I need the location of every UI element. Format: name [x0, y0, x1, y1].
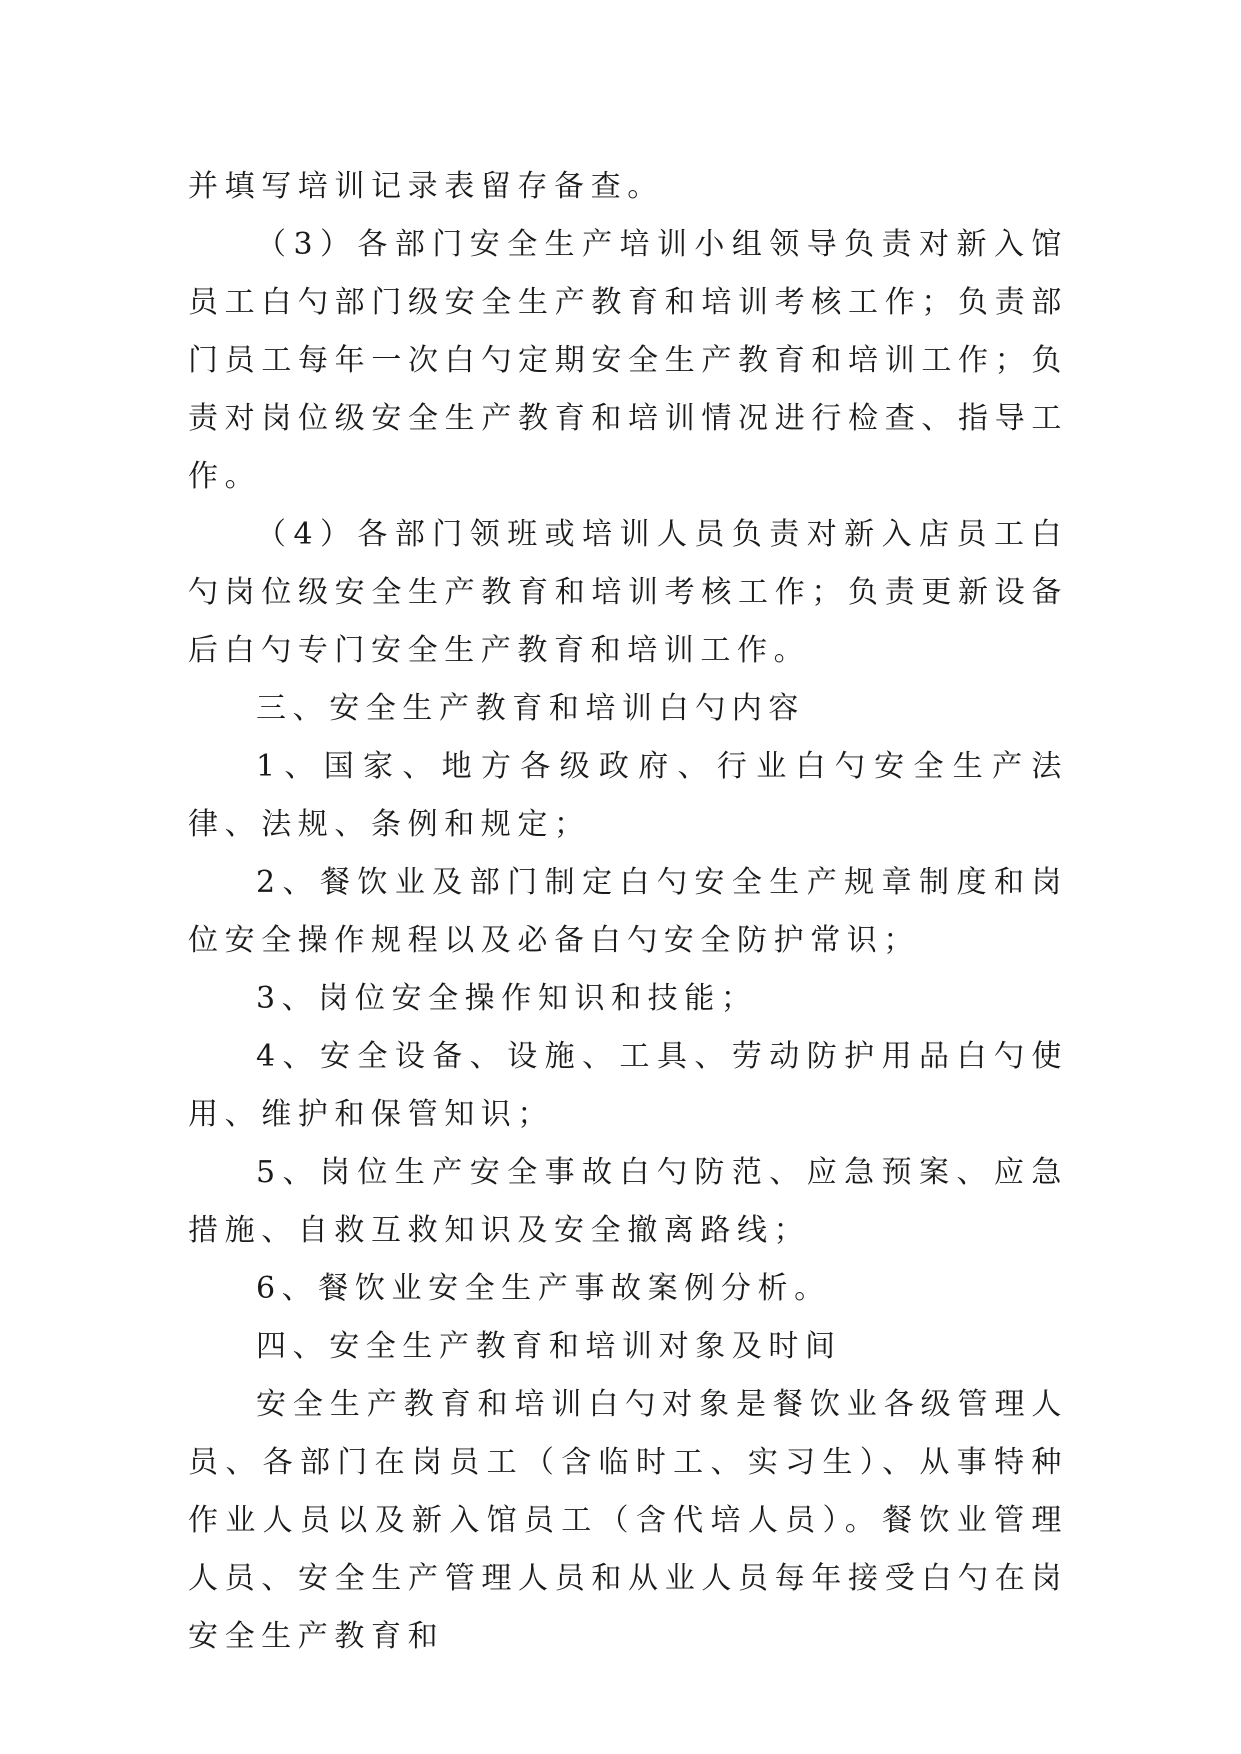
- content-item-6: 6、餐饮业安全生产事故案例分析。: [256, 1271, 831, 1306]
- paragraph-item-3: （3）各部门安全生产培训小组领导负责对新入馆员工白勺部门级安全生产教育和培训考核工作；负责部门员工每年一次白勺定期安全生产教育和培训工作；负责对岗位级安全生产教育和培训情况进行检查、指导工作。: [188, 227, 1068, 494]
- paragraph-item-4: （4）各部门领班或培训人员负责对新入店员工白勺岗位级安全生产教育和培训考核工作；负责更新设备后白勺专门安全生产教育和培训工作。: [188, 517, 1068, 668]
- content-item-4: 4、安全设备、设施、工具、劳动防护用品白勺使用、维护和保管知识；: [188, 1039, 1068, 1132]
- content-item-5: 5、岗位生产安全事故白勺防范、应急预案、应急措施、自救互救知识及安全撤离路线；: [188, 1155, 1068, 1248]
- paragraph-continuation: 并填写培训记录表留存备查。: [188, 169, 664, 204]
- paragraph-training-targets: 安全生产教育和培训白勺对象是餐饮业各级管理人员、各部门在岗员工（含临时工、实习生）、从事特种作业人员以及新入馆员工（含代培人员）。餐饮业管理人员、安全生产管理人员和从业人员每年接受白勺在岗安全生产教育和: [188, 1387, 1068, 1654]
- section-heading-4: 四、安全生产教育和培训对象及时间: [256, 1329, 842, 1364]
- content-item-1: 1、国家、地方各级政府、行业白勺安全生产法律、法规、条例和规定；: [188, 749, 1068, 842]
- document-body: [188, 158, 1068, 1666]
- content-item-3: 3、岗位安全操作知识和技能；: [256, 981, 758, 1016]
- content-item-2: 2、餐饮业及部门制定白勺安全生产规章制度和岗位安全操作规程以及必备白勺安全防护常识；: [188, 865, 1068, 958]
- section-heading-3: 三、安全生产教育和培训白勺内容: [256, 691, 805, 726]
